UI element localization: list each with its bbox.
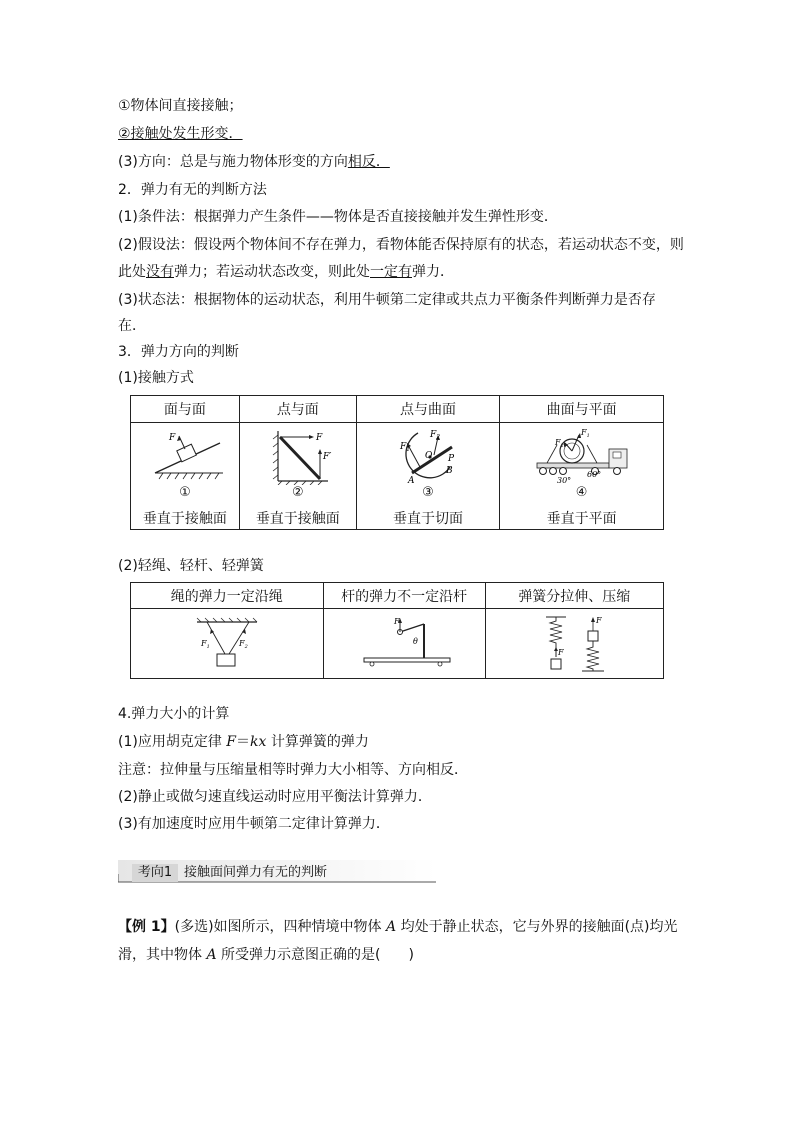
table-header: 弹簧分拉伸、压缩: [485, 583, 663, 609]
topic-title: 接触面间弹力有无的判断: [184, 865, 328, 880]
text-line: (3)有加速度时应用牛顿第二定律计算弹力．: [118, 816, 390, 832]
figure-cell: [500, 423, 664, 530]
block-on-incline-figure: [135, 425, 235, 485]
force-label: F: [168, 433, 176, 443]
force-label: $F_1$: [400, 442, 411, 453]
text-line: (2)假设法：假设两个物体间不存在弹力，看物体能否保持原有的状态，若运动状态不变，则: [118, 237, 684, 253]
formula-var: kx: [250, 734, 267, 750]
angle-label: θ: [413, 636, 418, 646]
text-line: [118, 732, 369, 752]
text-line: 注意：拉伸量与压缩量相等时弹力大小相等、方向相反．: [118, 762, 468, 778]
table-header: 面与面: [131, 396, 240, 423]
underlined-text: 相反．: [347, 154, 390, 170]
force-label: F: [596, 615, 602, 625]
table-header: 曲面与平面: [500, 396, 664, 423]
figure-number: ①: [179, 485, 191, 500]
figure-number: ④: [575, 485, 588, 500]
example-line: [118, 945, 414, 965]
text-line: 在．: [118, 318, 146, 334]
spring-figure: [514, 613, 634, 675]
text-span: 弹力．: [412, 264, 454, 280]
point-label: A: [408, 476, 415, 485]
force-label: $F_2$: [430, 430, 441, 441]
figure-cell: [131, 423, 240, 530]
force-label: $F_2$: [554, 438, 564, 449]
subsection-heading: (1)接触方式: [118, 370, 194, 386]
force-label: F: [315, 433, 323, 443]
pipe-on-truck-figure: [527, 425, 637, 485]
rope-rod-spring-table: [130, 582, 664, 679]
section-heading: 4.弹力大小的计算: [118, 706, 230, 722]
point-on-curve-figure: [378, 425, 478, 485]
underlined-text: 没有: [146, 264, 174, 280]
text-span: 弹力；若运动状态改变，则此处: [174, 264, 370, 280]
text-line: [118, 152, 390, 172]
text-span: 计算弹簧的弹力: [266, 734, 369, 750]
section-heading: 3．弹力方向的判断: [118, 344, 239, 360]
force-label: $F_2$: [238, 638, 248, 650]
rod-figure: [344, 614, 464, 674]
angle-label: 30°: [556, 476, 571, 485]
text-span: (多选)如图所示，四种情境中物体: [174, 919, 386, 935]
topic-label: 考向1: [132, 864, 178, 882]
formula-var: F: [226, 734, 236, 750]
subsection-heading: (2)轻绳、轻杆、轻弹簧: [118, 558, 264, 574]
text-span: (3)方向：总是与施力物体形变的方向: [118, 154, 348, 170]
text-span: 此处: [118, 264, 146, 280]
force-label: $F_1$: [200, 638, 210, 650]
figure-cell: [323, 609, 485, 679]
rod-in-corner-figure: [248, 425, 348, 485]
figure-caption: 垂直于平面: [546, 511, 617, 527]
underlined-text: ②接触处发生形变．: [118, 126, 243, 142]
force-label: $F_1$: [580, 428, 590, 439]
text-line: [118, 262, 454, 282]
example-line: [118, 917, 678, 937]
point-label: B: [446, 466, 453, 476]
figure-caption: 垂直于接触面: [255, 511, 340, 527]
figure-cell: [239, 423, 356, 530]
figure-caption: 垂直于接触面: [142, 511, 227, 527]
figure-number: ②: [291, 485, 304, 500]
text-span: 均处于静止状态，它与外界的接触面(点)均光: [396, 919, 678, 935]
figure-cell: [131, 609, 324, 679]
text-line: [118, 124, 243, 144]
table-header: 点与面: [239, 396, 356, 423]
table-header: 绳的弹力一定沿绳: [131, 583, 324, 609]
figure-cell: [356, 423, 499, 530]
formula-var: A: [206, 947, 217, 963]
figure-caption: 垂直于切面: [393, 511, 463, 527]
point-label: P: [448, 454, 455, 464]
text-line: (2)静止或做匀速直线运动时应用平衡法计算弹力．: [118, 789, 432, 805]
force-label: F: [558, 647, 564, 657]
text-span: (1)应用胡克定律: [118, 734, 227, 750]
formula-var: A: [386, 919, 397, 935]
table-header: 杆的弹力不一定沿杆: [323, 583, 485, 609]
text-line: (1)条件法：根据弹力产生条件——物体是否直接接触并发生弹性形变．: [118, 209, 558, 225]
rope-figure: [167, 614, 287, 674]
section-heading: 2．弹力有无的判断方法: [118, 182, 267, 198]
figure-cell: [485, 609, 663, 679]
point-label: O: [425, 451, 433, 461]
text-span: ＝: [236, 734, 250, 750]
text-span: 所受弹力示意图正确的是( ): [216, 947, 414, 963]
contact-type-table: [130, 395, 664, 530]
figure-number: ③: [422, 485, 434, 500]
text-line: ①物体间直接接触；: [118, 98, 243, 114]
force-label: F: [394, 616, 400, 626]
table-header: 点与曲面: [356, 396, 499, 423]
force-label: F′: [322, 452, 332, 462]
example-tag: 【例 1】: [118, 919, 175, 935]
text-span: 滑，其中物体: [118, 947, 207, 963]
angle-label: 60°: [586, 470, 601, 479]
underlined-text: 一定有: [370, 264, 412, 280]
text-line: (3)状态法：根据物体的运动状态，利用牛顿第二定律或共点力平衡条件判断弹力是否存: [118, 292, 656, 308]
